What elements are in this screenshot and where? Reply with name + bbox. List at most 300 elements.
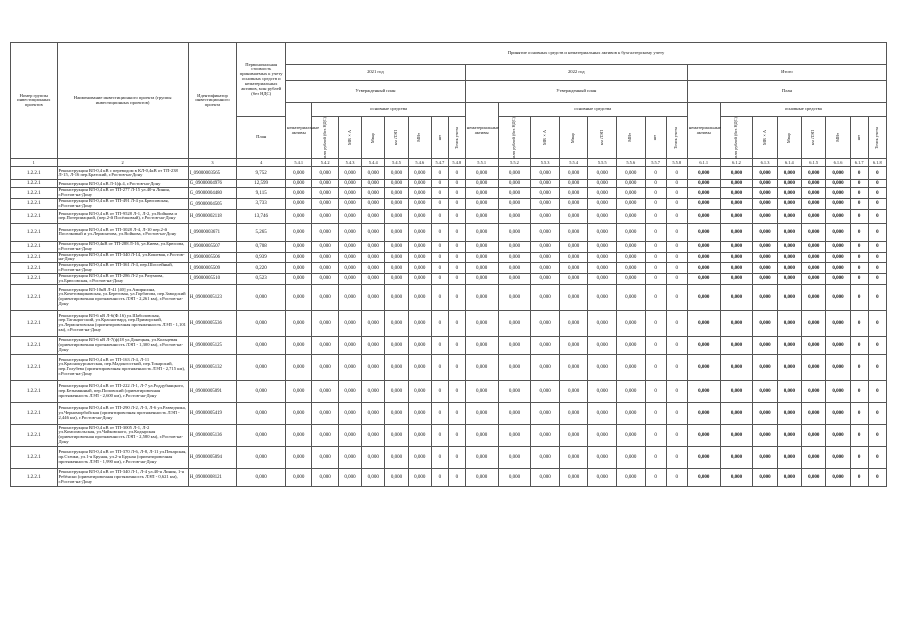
cell-value: 0,000 [531, 252, 560, 263]
hdr-unit-label: Мвар [786, 132, 792, 143]
cell-group-number: 1.2.2.1 [11, 180, 58, 188]
cell-value: 0,000 [286, 241, 312, 252]
hdr-unit-label: шт [652, 135, 658, 141]
cell-value: 0 [645, 468, 666, 486]
cell-value: 0,000 [753, 252, 777, 263]
cell-value: 0,000 [826, 252, 850, 263]
column-number: 6.1.2 [720, 159, 753, 167]
cell-value: 0,000 [531, 446, 560, 468]
cell-value: 0,000 [720, 167, 753, 180]
cell-value: 0 [868, 274, 886, 285]
cell-plan-value: 9,115 [237, 188, 286, 199]
cell-value: 0,000 [802, 209, 826, 223]
cell-value: 0 [850, 284, 868, 310]
cell-value: 0 [868, 167, 886, 180]
cell-value: 0,000 [616, 310, 645, 336]
cell-plan-value: 0,000 [237, 380, 286, 402]
cell-value: 0,000 [616, 223, 645, 241]
cell-value: 0,000 [338, 380, 361, 402]
hdr-unit-label: шт [855, 135, 861, 141]
cell-value: 0,000 [826, 380, 850, 402]
table-row [11, 310, 887, 336]
cell-value: 0,000 [465, 263, 498, 274]
cell-value: 0,000 [687, 263, 720, 274]
column-number: 6.1.5 [802, 159, 826, 167]
cell-value: 0,000 [385, 167, 408, 180]
cell-value: 0 [448, 180, 465, 188]
cell-value: 0,000 [312, 354, 338, 380]
cell-value: 0,000 [408, 402, 431, 424]
column-number: 5.5.2 [498, 159, 531, 167]
cell-value: 0,000 [588, 424, 617, 446]
cell-value: 0 [850, 310, 868, 336]
cell-value: 0,000 [777, 180, 801, 188]
cell-value: 0,000 [531, 223, 560, 241]
cell-value: 0 [850, 354, 868, 380]
cell-value: 0,000 [338, 468, 361, 486]
cell-value: 0,000 [465, 180, 498, 188]
cell-project-id: I_09000005506 [188, 252, 237, 263]
cell-project-id: H_09000005132 [188, 354, 237, 380]
cell-value: 0,000 [312, 180, 338, 188]
cell-value: 0,000 [498, 274, 531, 285]
cell-value: 0 [666, 167, 687, 180]
cell-value: 0,000 [531, 468, 560, 486]
cell-project-id: I_09000005510 [188, 274, 237, 285]
cell-value: 0,000 [408, 446, 431, 468]
cell-value: 0,000 [826, 468, 850, 486]
cell-value: 0,000 [286, 402, 312, 424]
cell-value: 0,000 [559, 354, 588, 380]
cell-value: 0,000 [559, 188, 588, 199]
hdr-unit-mva-2 [753, 117, 777, 159]
cell-value: 0,000 [531, 424, 560, 446]
cell-value: 0 [850, 252, 868, 263]
cell-value: 0,000 [777, 310, 801, 336]
hdr-unit-label: Мвар [570, 132, 576, 143]
table-row [11, 424, 887, 446]
cell-value: 0,000 [498, 167, 531, 180]
hdr-total: Итого [687, 65, 886, 81]
table-row [11, 263, 887, 274]
cell-value: 0,000 [498, 188, 531, 199]
cell-value: 0,000 [408, 424, 431, 446]
cell-value: 0,000 [286, 188, 312, 199]
hdr-unit-label: млн рублей (без НДС) [321, 117, 327, 159]
cell-value: 0 [850, 402, 868, 424]
cell-value: 0,000 [465, 241, 498, 252]
cell-plan-value: 0,000 [237, 424, 286, 446]
cell-value: 0,000 [753, 199, 777, 210]
cell-value: 0,000 [362, 167, 385, 180]
cell-value: 0 [448, 354, 465, 380]
cell-project-id: H_09000005419 [188, 402, 237, 424]
cell-value: 0,000 [362, 468, 385, 486]
table-row [11, 380, 887, 402]
cell-value: 0,000 [720, 180, 753, 188]
column-number: 5.4.4 [362, 159, 385, 167]
cell-group-number: 1.2.2.1 [11, 380, 58, 402]
table-row [11, 446, 887, 468]
cell-value: 0,000 [588, 446, 617, 468]
column-number: 5.5.8 [666, 159, 687, 167]
cell-value: 0,000 [385, 446, 408, 468]
cell-value: 0,000 [720, 380, 753, 402]
cell-value: 0,000 [498, 223, 531, 241]
cell-value: 0 [645, 223, 666, 241]
cell-value: 0,000 [362, 284, 385, 310]
cell-value: 0,000 [559, 274, 588, 285]
cell-value: 0,000 [559, 380, 588, 402]
hdr-unit-mvar-2 [777, 117, 801, 159]
cell-value: 0,000 [465, 167, 498, 180]
cell-value: 0,000 [720, 199, 753, 210]
cell-value: 0,000 [826, 223, 850, 241]
cell-value: 0,000 [385, 380, 408, 402]
cell-value: 0,000 [802, 380, 826, 402]
cell-value: 0,000 [753, 336, 777, 354]
cell-value: 0,000 [802, 354, 826, 380]
cell-value: 0,000 [312, 188, 338, 199]
cell-value: 0,000 [753, 223, 777, 241]
cell-value: 0,000 [588, 188, 617, 199]
cell-project-name: Реконструкция ВЛ-0,4 кВ с переводом в КЛ-0,4кВ от ТП-238 Л-15, Л-16 пер.Братский, г.Ростов-на-Дону [57, 167, 188, 180]
cell-value: 0,000 [720, 188, 753, 199]
cell-value: 0,000 [588, 167, 617, 180]
cell-value: 0,000 [559, 252, 588, 263]
hdr-unit-label: Точек учета [673, 126, 679, 149]
hdr-year-2021: 2021 год [286, 65, 466, 81]
cell-project-name: Реконструкция ВЛ-0,4 кВ от ТП-370 Л-6, Л-8, Л-11 ул.Пекарская, пр.Стачки, ул.1-я Бруная, ул.2-я Бруная (ориентировочная протяженность ЛЭП - 1,990 км), г.Ростов-на-Дону [57, 446, 188, 468]
cell-value: 0 [868, 424, 886, 446]
cell-group-number: 1.2.2.1 [11, 424, 58, 446]
cell-value: 0,000 [286, 336, 312, 354]
cell-value: 0,000 [720, 310, 753, 336]
column-number: 4 [237, 159, 286, 167]
cell-plan-value: 0,939 [237, 252, 286, 263]
cell-value: 0 [666, 310, 687, 336]
cell-value: 0,000 [362, 223, 385, 241]
cell-value: 0,000 [802, 468, 826, 486]
cell-value: 0,000 [616, 284, 645, 310]
cell-value: 0,000 [465, 209, 498, 223]
hdr-fixed-total: основные средства [720, 103, 886, 117]
cell-value: 0,000 [385, 468, 408, 486]
cell-value: 0,000 [362, 354, 385, 380]
cell-value: 0,000 [559, 241, 588, 252]
cell-project-name: Реконструкция ВЛ-6 кВ Л-6(Ф.16) ул.Шаболовская, пер.Таганрогский, ул.Красногвард, пер.Приморский, ул.Лермонтовская (ориентировочная протяженность ЛЭП - 1,101 км), г.Ростов-на-Дону [57, 310, 188, 336]
cell-value: 0 [868, 223, 886, 241]
cell-value: 0,000 [559, 284, 588, 310]
cell-value: 0 [431, 209, 448, 223]
cell-value: 0,000 [777, 241, 801, 252]
cell-value: 0 [868, 446, 886, 468]
cell-value: 0,000 [687, 424, 720, 446]
cell-value: 0,000 [687, 310, 720, 336]
hdr-unit-label: Мвар [369, 132, 375, 143]
cell-value: 0,000 [777, 424, 801, 446]
cell-value: 0 [448, 167, 465, 180]
cell-value: 0,000 [802, 180, 826, 188]
cell-project-id: G_09000004976 [188, 180, 237, 188]
cell-value: 0,000 [498, 209, 531, 223]
cell-value: 0,000 [616, 252, 645, 263]
cell-project-name: Реконструкция ВЛ-0,4 кВ от ТП-163 Л-4, Л-11 ул.Краснокурсантская, пер.Мадонгосткий, пер.Токарский, пер.Голубева (ориентировочная протяженность ЛЭП - 2,715 км), г.Ростов-на-Дону [57, 354, 188, 380]
column-number: 5.4.8 [448, 159, 465, 167]
cell-value: 0,000 [498, 336, 531, 354]
column-number: 5.4.2 [312, 159, 338, 167]
cell-value: 0,000 [753, 241, 777, 252]
cell-value: 0 [645, 263, 666, 274]
cell-value: 0,000 [753, 446, 777, 468]
cell-value: 0,000 [687, 284, 720, 310]
cell-value: 0 [666, 284, 687, 310]
cell-value: 0 [645, 424, 666, 446]
cell-value: 0,000 [687, 180, 720, 188]
cell-value: 0,000 [616, 468, 645, 486]
cell-value: 0 [868, 263, 886, 274]
cell-value: 0 [868, 468, 886, 486]
cell-value: 0,000 [338, 167, 361, 180]
cell-project-name: Реконструкция ВЛ-0,4 кВ от ТП-3005 Л-1, Л-2 ул.Комсомольская, ул.Чайковского, ул.Кодырская (ориентировочная протяженность ЛЭП - 2,580 км), г.Ростов-на-Дону [57, 424, 188, 446]
cell-value: 0,000 [498, 252, 531, 263]
cell-value: 0 [850, 274, 868, 285]
cell-value: 0,000 [362, 274, 385, 285]
cell-group-number: 1.2.2.1 [11, 310, 58, 336]
hdr-unit-mva-1 [531, 117, 560, 159]
cell-value: 0,000 [338, 274, 361, 285]
cell-value: 0,000 [826, 199, 850, 210]
cell-value: 0,000 [802, 241, 826, 252]
cell-value: 0,000 [777, 284, 801, 310]
cell-value: 0,000 [588, 468, 617, 486]
cell-value: 0,000 [588, 274, 617, 285]
cell-value: 0,000 [777, 188, 801, 199]
cell-value: 0,000 [802, 263, 826, 274]
cell-value: 0,000 [720, 468, 753, 486]
cell-group-number: 1.2.2.1 [11, 252, 58, 263]
hdr-unit-pcs-0 [431, 117, 448, 159]
cell-value: 0,000 [753, 274, 777, 285]
cell-value: 0,000 [498, 446, 531, 468]
cell-value: 0,000 [385, 336, 408, 354]
cell-plan-value: 9,752 [237, 167, 286, 180]
cell-value: 0,000 [338, 263, 361, 274]
cell-value: 0,000 [559, 446, 588, 468]
cell-value: 0,000 [826, 310, 850, 336]
cell-group-number: 1.2.2.1 [11, 188, 58, 199]
column-number: 6.1.4 [777, 159, 801, 167]
cell-value: 0,000 [588, 310, 617, 336]
cell-value: 0,000 [286, 252, 312, 263]
cell-value: 0 [448, 263, 465, 274]
cell-value: 0,000 [687, 209, 720, 223]
cell-value: 0,000 [777, 468, 801, 486]
hdr-unit-label: км ЛЭП [598, 130, 604, 146]
cell-value: 0,000 [385, 199, 408, 210]
cell-value: 0,000 [312, 336, 338, 354]
cell-project-name: Реконструкция ВЛ-0,4 кВ от ТП-286 Л-2 ул.Разумова, ул.Брюсовская, г.Ростов-на-Дону [57, 274, 188, 285]
cell-plan-value: 0,000 [237, 284, 286, 310]
hdr-plan: План [237, 117, 286, 159]
cell-value: 0,000 [498, 241, 531, 252]
cell-value: 0,000 [465, 284, 498, 310]
hdr-unit-mw-0 [408, 117, 431, 159]
cell-value: 0 [448, 209, 465, 223]
cell-value: 0,000 [408, 252, 431, 263]
cell-value: 0 [868, 380, 886, 402]
cell-value: 0,000 [531, 380, 560, 402]
cell-value: 0,000 [753, 188, 777, 199]
cell-value: 0,000 [408, 199, 431, 210]
cell-value: 0,000 [408, 468, 431, 486]
cell-value: 0,000 [362, 336, 385, 354]
cell-value: 0,000 [616, 424, 645, 446]
cell-value: 0,000 [559, 336, 588, 354]
cell-value: 0,000 [338, 188, 361, 199]
cell-value: 0 [645, 167, 666, 180]
hdr-unit-points-0 [448, 117, 465, 159]
cell-project-id: I_09000003565 [188, 167, 237, 180]
cell-value: 0,000 [312, 209, 338, 223]
cell-value: 0 [645, 310, 666, 336]
column-number: 5.4.6 [408, 159, 431, 167]
cell-value: 0,000 [385, 223, 408, 241]
cell-project-name: Реконструкция ВЛ-0,4 кВ от ТП-277 Л-15 ул.40-я Линия, г.Ростов-на-Дону [57, 188, 188, 199]
cell-group-number: 1.2.2.1 [11, 468, 58, 486]
cell-value: 0,000 [312, 380, 338, 402]
cell-group-number: 1.2.2.1 [11, 284, 58, 310]
cell-value: 0,000 [559, 468, 588, 486]
cell-value: 0 [431, 180, 448, 188]
cell-value: 0,000 [802, 199, 826, 210]
investment-table-sheet [10, 42, 887, 487]
cell-value: 0,000 [753, 263, 777, 274]
cell-value: 0,000 [777, 199, 801, 210]
cell-value: 0 [431, 223, 448, 241]
cell-value: 0,000 [362, 252, 385, 263]
cell-value: 0,000 [687, 241, 720, 252]
cell-value: 0,000 [777, 402, 801, 424]
cell-value: 0 [868, 402, 886, 424]
cell-value: 0,000 [588, 241, 617, 252]
hdr-intangible-2022: нематериальные активы [465, 103, 498, 159]
cell-value: 0,000 [465, 223, 498, 241]
cell-value: 0,000 [720, 263, 753, 274]
cell-value: 0,000 [498, 284, 531, 310]
cell-value: 0 [666, 468, 687, 486]
cell-value: 0 [431, 354, 448, 380]
cell-value: 0,000 [498, 424, 531, 446]
cell-value: 0,000 [753, 402, 777, 424]
cell-value: 0 [448, 274, 465, 285]
cell-project-name: Реконструкция ВЛ-0,4 кВ Л-1(ф.4, г.Ростов-на-Дону [57, 180, 188, 188]
cell-value: 0 [448, 402, 465, 424]
cell-value: 0,000 [826, 424, 850, 446]
cell-value: 0,000 [720, 336, 753, 354]
cell-value: 0,000 [408, 241, 431, 252]
cell-value: 0,000 [385, 402, 408, 424]
cell-value: 0 [448, 284, 465, 310]
cell-value: 0 [666, 252, 687, 263]
cell-value: 0,000 [531, 310, 560, 336]
cell-value: 0 [868, 252, 886, 263]
cell-value: 0,000 [616, 336, 645, 354]
hdr-unit-label: МВт [416, 133, 422, 143]
cell-value: 0,000 [385, 284, 408, 310]
cell-project-id: H_09000005123 [188, 284, 237, 310]
cell-value: 0 [868, 180, 886, 188]
cell-value: 0,000 [465, 468, 498, 486]
cell-project-name: Реконструкция ВЛ-0,4 кВ от ТП-222 Л-1, Л-7 ул.Роддубняцкого, пер.Безымянный, пер.Поповский (ориентировочная протяженность ЛЭП - 2,600 км), г.Ростов-на-Дону [57, 380, 188, 402]
cell-value: 0 [431, 336, 448, 354]
cell-value: 0,000 [531, 199, 560, 210]
cell-value: 0,000 [616, 354, 645, 380]
cell-value: 0,000 [802, 167, 826, 180]
cell-value: 0,000 [408, 274, 431, 285]
cell-value: 0,000 [338, 402, 361, 424]
column-number: 5.5.7 [645, 159, 666, 167]
cell-value: 0,000 [286, 180, 312, 188]
column-number: 3 [188, 159, 237, 167]
cell-value: 0,000 [312, 468, 338, 486]
cell-value: 0,000 [408, 310, 431, 336]
cell-value: 0,000 [777, 263, 801, 274]
cell-group-number: 1.2.2.1 [11, 223, 58, 241]
cell-value: 0 [868, 284, 886, 310]
cell-value: 0,000 [362, 446, 385, 468]
cell-value: 0 [645, 199, 666, 210]
hdr-unit-km-2 [802, 117, 826, 159]
cell-value: 0,000 [720, 284, 753, 310]
cell-value: 0,000 [720, 223, 753, 241]
cell-value: 0 [666, 180, 687, 188]
table-row [11, 284, 887, 310]
assets-table [10, 42, 887, 487]
cell-value: 0,000 [687, 446, 720, 468]
cell-value: 0 [448, 336, 465, 354]
cell-value: 0,000 [362, 424, 385, 446]
cell-plan-value: 0,220 [237, 263, 286, 274]
cell-project-id: H_09000002118 [188, 209, 237, 223]
cell-value: 0,000 [753, 380, 777, 402]
hdr-project-name: Наименование инвестиционного проекта (группы инвестиционных проектов) [57, 43, 188, 159]
cell-value: 0,000 [826, 167, 850, 180]
cell-value: 0,000 [312, 252, 338, 263]
cell-value: 0 [431, 446, 448, 468]
cell-value: 0 [448, 223, 465, 241]
cell-value: 0,000 [753, 180, 777, 188]
cell-value: 0 [431, 380, 448, 402]
cell-value: 0,000 [531, 209, 560, 223]
cell-value: 0,000 [777, 354, 801, 380]
cell-value: 0,000 [286, 209, 312, 223]
hdr-unit-mw-2 [826, 117, 850, 159]
cell-value: 0,000 [408, 180, 431, 188]
cell-value: 0 [868, 188, 886, 199]
cell-value: 0,000 [465, 336, 498, 354]
cell-value: 0,000 [687, 336, 720, 354]
cell-value: 0,000 [338, 223, 361, 241]
hdr-group-number: Номер группы инвестиционных проектов [11, 43, 58, 159]
cell-value: 0,000 [559, 167, 588, 180]
cell-value: 0,000 [385, 188, 408, 199]
cell-value: 0,000 [286, 446, 312, 468]
hdr-unit-label: МВ×А [761, 130, 767, 146]
hdr-unit-pcs-2 [850, 117, 868, 159]
cell-value: 0 [868, 310, 886, 336]
cell-value: 0 [850, 199, 868, 210]
